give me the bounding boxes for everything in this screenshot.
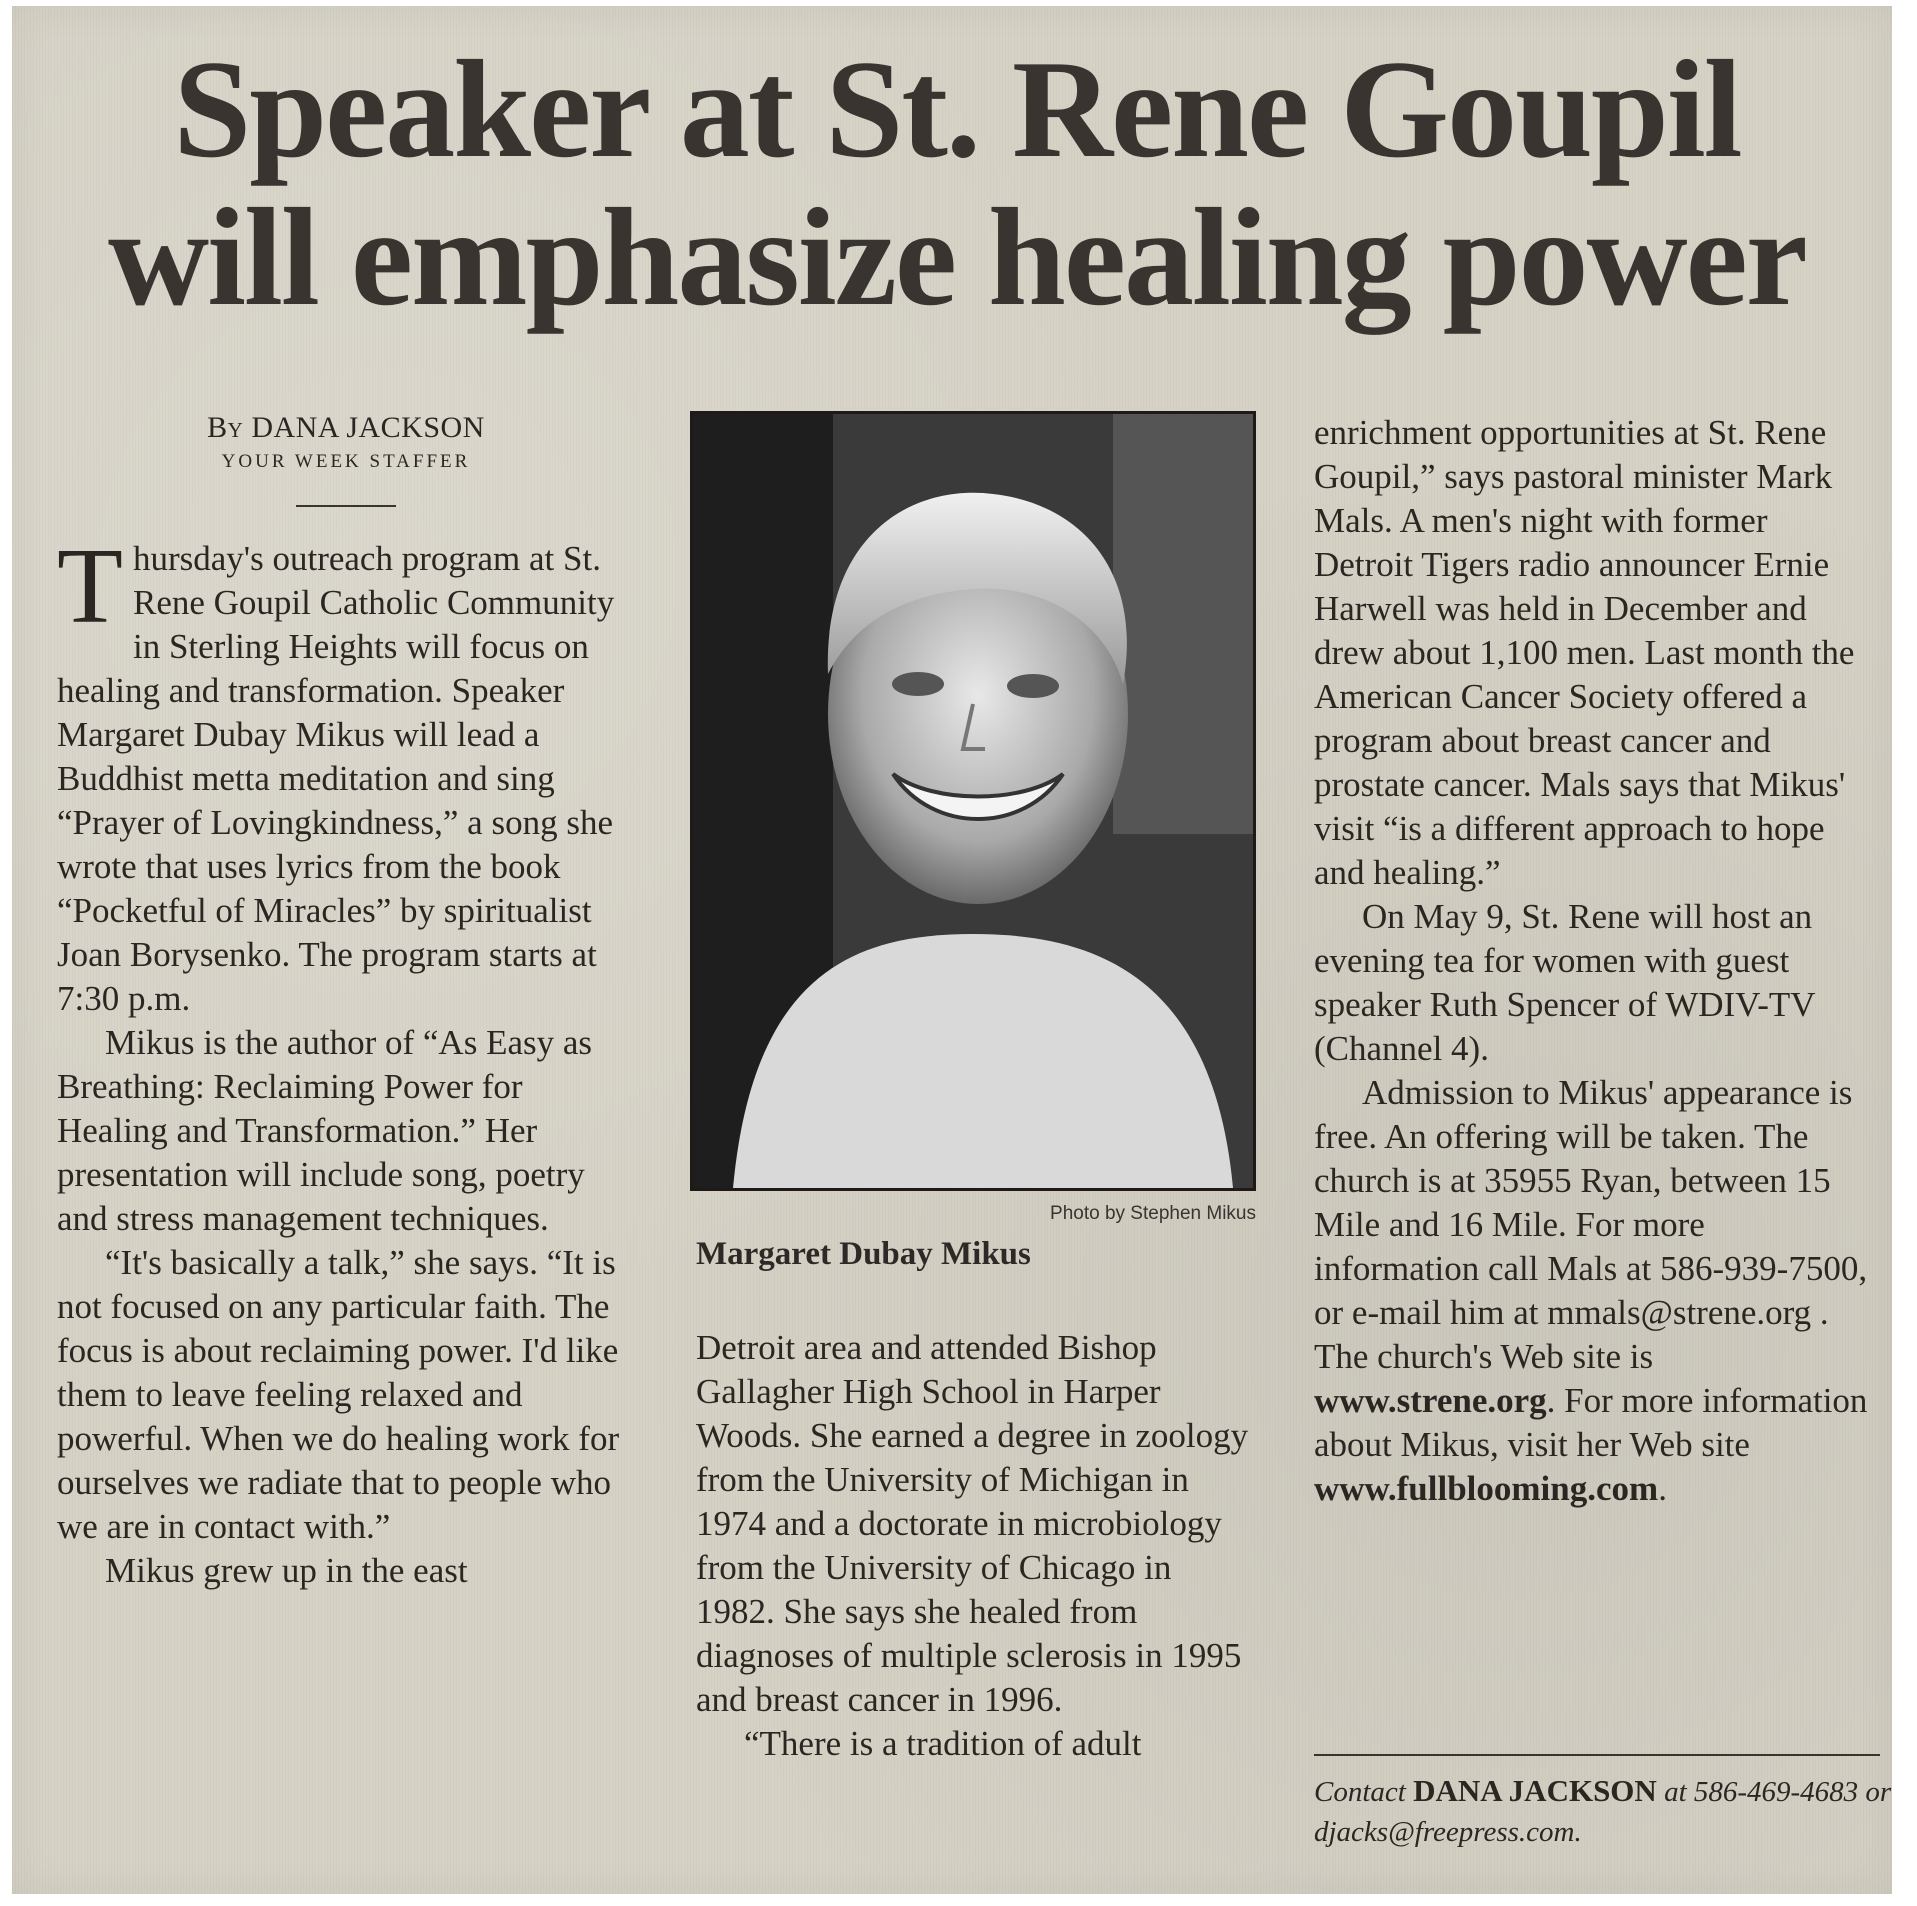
contact-lead: Contact [1314,1776,1406,1808]
headline-line-1: Speaker at St. Rene Goupil [173,32,1741,187]
paragraph: “There is a tradition of adult [744,1724,1142,1763]
paragraph-text: Admission to Mikus' appearance is free. An offering will be taken. The church is at 35955 Ryan, between 15 Mile and 16 Mile. For more information call Mals at 586-939-7500, or e-mail him at mmals@strene.org . The church's Web site is [1314,1073,1868,1376]
paragraph: Detroit area and attended Bishop Gallagher High School in Harper Woods. She earned a degree in zoology from the University of Michigan in 1974 and a doctorate in microbiology from the University of Chicago in 1982. She says she healed from diagnoses of multiple sclerosis in 1995 and breast cancer in 1996. [696,1328,1249,1719]
photo-caption: Margaret Dubay Mikus [696,1236,1031,1272]
paragraph: “It's basically a talk,” she says. “It is not focused on any particular faith. The focus is about reclaiming power. I'd like them to leave feeling relaxed and powerful. When we do healing work for ourselves we radiate that to people who we are in contact with.” [57,1243,620,1546]
paragraph-text: . For more information about Mikus, visit her Web site [1314,1381,1868,1464]
newspaper-clipping [12,6,1892,1894]
byline [57,411,635,479]
paragraph: Mikus is the author of “As Easy as Breathing: Reclaiming Power for Healing and Transformation.” Her presentation will include song, poetry and stress management techniques. [57,1023,593,1238]
drop-cap: T [57,527,123,646]
byline-name: By DANA JACKSON [207,411,485,444]
paragraph-text: . [1658,1469,1667,1508]
mikus-website-link[interactable]: www.fullblooming.com [1314,1469,1659,1508]
paragraph: enrichment opportunities at St. Rene Goupil,” says pastoral minister Mark Mals. A men's night with former Detroit Tigers radio announcer Ernie Harwell was held in December and drew about 1,100 men. Last month the American Cancer Society offered a program about breast cancer and prostate cancer. Mals says that Mikus' visit “is a different approach to hope and healing.” [1314,413,1855,892]
church-website-link[interactable]: www.strene.org [1314,1381,1547,1420]
column-1 [57,411,635,1593]
contact-name: DANA JACKSON [1413,1773,1657,1808]
byline-divider [296,505,396,507]
portrait-image [693,414,1253,1188]
contact-divider [1314,1754,1880,1756]
column-3 [1314,411,1874,1511]
photo-credit: Photo by Stephen Mikus [1050,1203,1256,1224]
paragraph [57,527,635,1021]
headline-line-2: will emphasize healing power [108,180,1806,335]
paragraph: Mikus grew up in the east [105,1551,468,1590]
byline-role: YOUR WEEK STAFFER [221,451,471,472]
contact-details: at 586-469-4683 or djacks@freepress.com. [1314,1776,1892,1848]
headline [72,32,1842,335]
paragraph-text: hursday's outreach program at St. Rene Goupil Catholic Community in Sterling Heights will focus on healing and transformation. Speaker Margaret Dubay Mikus will lead a Buddhist metta meditation and sing “Prayer of Lovingkindness,” a song she wrote that uses lyrics from the book “Pocketful of Miracles” by spiritualist Joan Borysenko. The program starts at 7:30 p.m. [57,539,615,1018]
contact-line [1314,1771,1894,1852]
portrait-photo [690,411,1256,1191]
column-2 [696,1326,1256,1766]
paragraph: On May 9, St. Rene will host an evening tea for women with guest speaker Ruth Spencer of WDIV-TV (Channel 4). [1314,897,1815,1068]
paragraph [1314,1071,1874,1511]
